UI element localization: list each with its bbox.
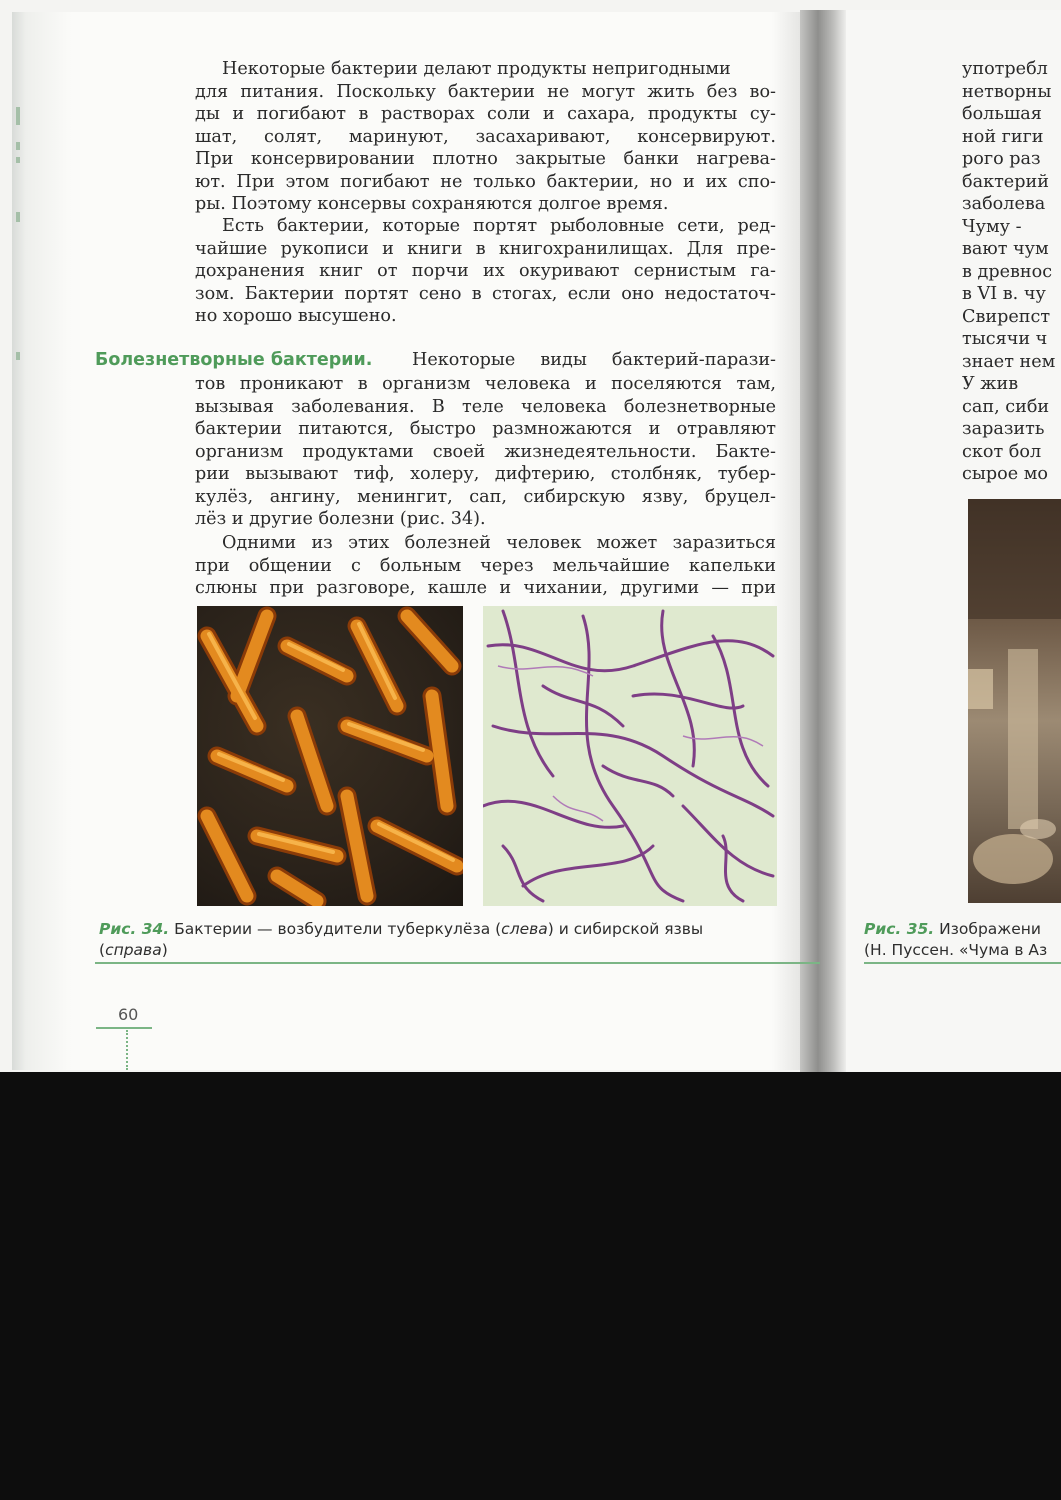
text-line: лёз и другие болезни (рис. 34). [195,509,486,529]
page-number-rule [96,1027,152,1029]
page-edge-marks [14,12,24,412]
text-line: бактерии питаются, быстро размножаются и отравляют [195,419,776,439]
text-line: для питания. Поскольку бактерии не могут жить без во- [195,81,776,102]
text-line: слюны при разговоре, кашле и чихании, другими — при [195,578,776,598]
tuberculosis-bacteria-photo [197,606,463,906]
text-line: ды и погибают в растворах соли и сахара, продукты су- [195,104,776,124]
purple-chains-illustration [483,606,777,906]
figure-34-caption [99,919,779,961]
anthrax-bacteria-photo [483,606,777,906]
text-line: ют. При этом погибают не только бактерии, но и их спо- [195,171,776,192]
right-page-line: в древнос [962,261,1053,282]
text-line: организм продуктами своей жизнедеятельности. Бакте- [195,441,776,462]
paragraph-spoilage [195,215,776,328]
figure-label: Рис. 35. [864,920,935,938]
text-line: Некоторые бактерии делают продукты непригодными [222,59,731,79]
text-line: ры. Поэтому консервы сохраняются долгое время. [195,194,669,214]
caption-text: Бактерии — возбудители туберкулёза ( [169,920,502,938]
book-gutter [800,10,846,1072]
caption-italic-word: справа [105,941,162,959]
caption-divider [864,962,1061,964]
right-page-line: ной гиги [962,126,1044,147]
text-line: рии вызывают тиф, холеру, дифтерию, столбняк, тубер- [195,464,776,484]
text-line: зом. Бактерии портят сено в стогах, если оно недостаточ- [195,283,776,304]
right-page-line: Чуму - [962,216,1022,237]
text-line: Одними из этих болезней человек может заразиться [222,533,776,553]
scanner-dark-area [0,1072,1061,1500]
right-page-line: У жив [962,374,1019,394]
right-page-line: бактерий [962,171,1049,192]
text-line: чайшие рукописи и книги в книгохранилищах. Для пре- [195,238,776,259]
page-number-text: 60 [118,1005,139,1024]
right-page-line: сырое мо [962,464,1048,484]
caption-text: ( [99,941,106,959]
text-line: Есть бактерии, которые портят рыболовные сети, ред- [222,216,776,236]
text-line: шат, солят, маринуют, засахаривают, консервируют. [195,126,776,147]
right-page-line: скот бол [962,441,1042,462]
text-line: дохранения книг от порчи их окуривают сернистым га- [195,261,776,281]
orange-rods-illustration [197,606,463,906]
paragraph-preservation [195,58,776,216]
right-page-line: сап, сиби [962,396,1050,417]
caption-text: ) [161,941,168,959]
right-page-line: заразить [962,419,1045,439]
painting-illustration [968,499,1061,903]
text-line: при общении с больным через мельчайшие капельки [195,555,776,576]
caption-text: (Н. Пуссен. «Чума в Аз [864,941,1048,959]
text-line: тов проникают в организм человека и поселяются там, [195,374,776,394]
text-line: Некоторые виды бактерий-парази- [412,350,776,370]
right-page-line: нетворны [962,81,1052,102]
page-number-dotted-line [126,1030,130,1070]
right-page-line: употребл [962,59,1048,79]
figure-label: Рис. 34. [99,920,170,938]
right-page-line: Свирепст [962,306,1051,327]
text-line: вызывая заболевания. В теле человека болезнетворные [195,396,776,417]
text-line: кулёз, ангину, менингит, сап, сибирскую язву, бруцел- [195,486,776,507]
right-page-line: тысячи ч [962,329,1048,349]
caption-text: Изображени [934,920,1042,938]
right-page-line: большая [962,104,1042,124]
right-page-line: в VI в. чу [962,284,1046,304]
right-page-line: вают чум [962,239,1049,259]
paragraph-infection [195,532,776,600]
right-page-line: рого раз [962,149,1041,169]
text-line: но хорошо высушено. [195,306,397,326]
paragraph-pathogens [195,373,776,531]
text-line: При консервировании плотно закрытые банки нагрева- [195,149,776,169]
section-heading: Болезнетворные бактерии. [95,350,373,370]
right-page-line: знает нем [962,351,1056,372]
figure-35-caption [864,919,1061,961]
plague-painting-photo [968,499,1061,903]
right-page-line: заболева [962,194,1046,214]
caption-text: ) и сибирской язвы [547,920,704,938]
caption-italic-word: слева [501,920,548,938]
caption-divider [95,962,820,964]
